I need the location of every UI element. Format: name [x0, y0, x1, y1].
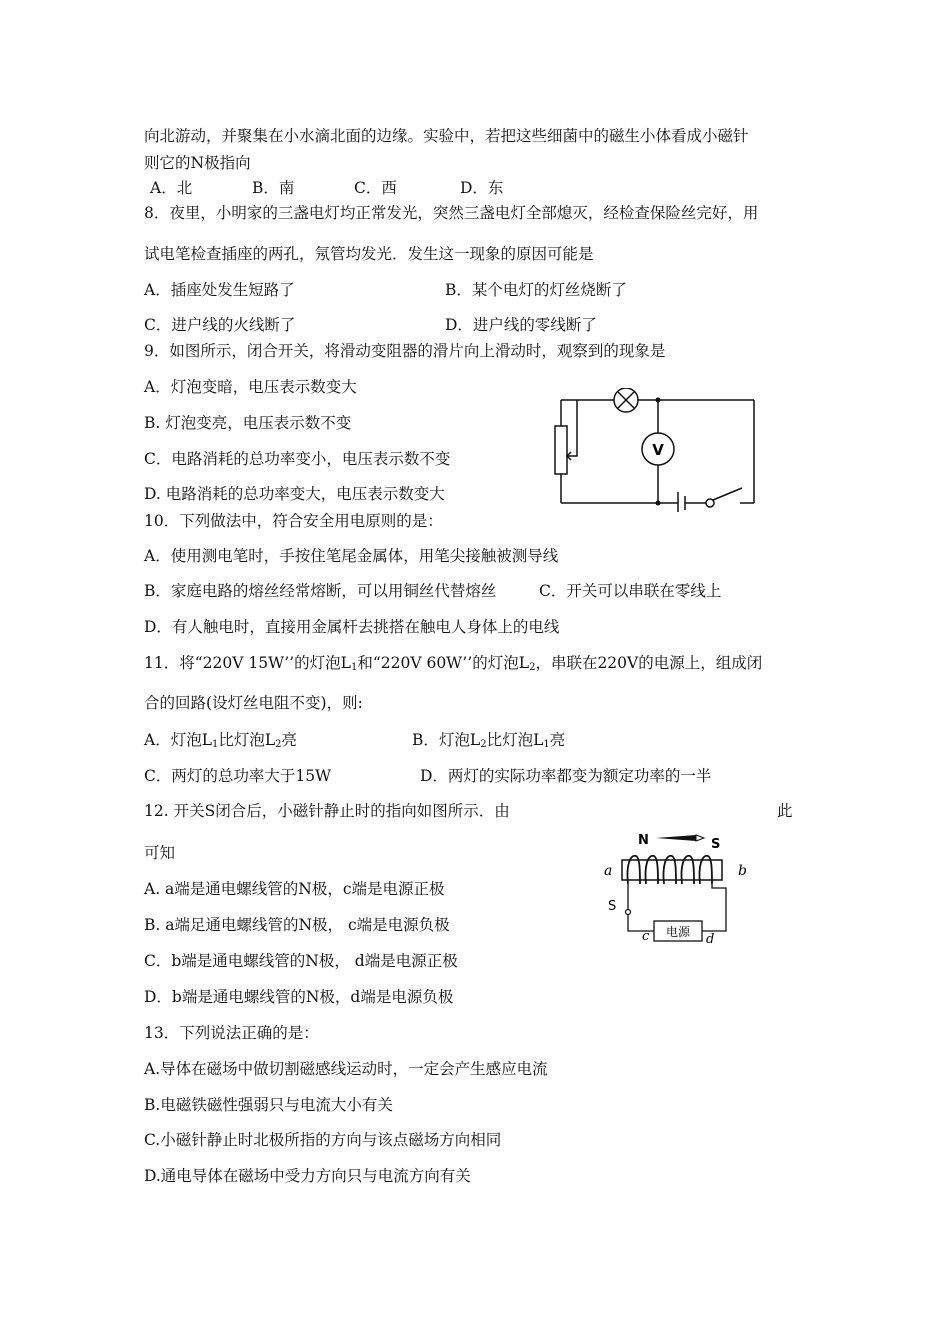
q11-option-c: C．两灯的总功率大于15W	[144, 767, 332, 785]
q13-option-d: D.通电导体在磁场中受力方向只与电流方向有关	[144, 1167, 471, 1185]
q7-option-c: C．西	[354, 179, 397, 197]
q13-option-c: C.小磁针静止时北极所指的方向与该点磁场方向相同	[144, 1131, 502, 1149]
q9-option-b: B. 灯泡变亮，电压表示数不变	[144, 414, 352, 432]
q7-line2: 则它的N极指向	[144, 154, 251, 172]
q7-option-b: B．南	[252, 179, 295, 197]
end-a-label: a	[604, 863, 613, 879]
q11-stem-line1: 11．将“220V 15W’’的灯泡$L_1$和“220V 60W’’的灯泡$L_2$，串联在220V的电源上，组成闭	[144, 654, 763, 673]
q12-solenoid-diagram	[598, 826, 766, 946]
q9-option-d: D. 电路消耗的总功率变大，电压表示数变大	[144, 485, 445, 503]
q13-option-a: A.导体在磁场中做切割磁感线运动时，一定会产生感应电流	[144, 1060, 548, 1078]
q8-option-b: B．某个电灯的灯丝烧断了	[445, 281, 627, 299]
q10-option-a: A．使用测电笔时，手按住笔尾金属体，用笔尖接触被测导线	[144, 547, 559, 565]
q11-option-b: B．灯泡$L_2$比灯泡$L_1$亮	[412, 731, 566, 750]
q8-stem-line2: 试电笔检查插座的两孔，氖管均发光．发生这一现象的原因可能是	[144, 245, 594, 263]
q13-option-b: B.电磁铁磁性强弱只与电流大小有关	[144, 1096, 393, 1114]
q8-option-c: C．进户线的火线断了	[144, 316, 296, 334]
q9-circuit-diagram	[548, 388, 762, 512]
q10-option-d: D．有人触电时，直接用金属杆去挑搭在触电人身体上的电线	[144, 618, 560, 636]
solenoid-core	[622, 860, 722, 880]
q12-stem-tail: 此	[777, 802, 793, 820]
q11-option-a: A．灯泡$L_1$比灯泡$L_2$亮	[144, 731, 298, 750]
q9-option-c: C．电路消耗的总功率变小，电压表示数不变	[144, 450, 451, 468]
q12-option-a: A. a端是通电螺线管的N极，c端是电源正极	[144, 880, 445, 898]
q10-stem: 10．下列做法中，符合安全用电原则的是：	[144, 512, 443, 530]
compass-needle-south	[696, 835, 704, 841]
q11-stem-line2: 合的回路(设灯丝电阻不变)，则:	[144, 694, 363, 712]
q12-stem-line2: 可知	[144, 844, 176, 862]
compass-s-label: S	[711, 837, 721, 852]
compass-n-label: N	[638, 833, 649, 848]
end-b-label: b	[738, 863, 747, 879]
q12-stem: 12. 开关S闭合后，小磁针静止时的指向如图所示．由	[144, 802, 510, 820]
q8-option-d: D．进户线的零线断了	[445, 316, 597, 334]
q9-option-a: A．灯泡变暗，电压表示数变大	[144, 378, 357, 396]
q7-option-d: D．东	[460, 179, 504, 197]
terminal-d-label: d	[706, 932, 715, 946]
q13-stem: 13．下列说法正确的是：	[144, 1024, 319, 1042]
q8-option-a: A．插座处发生短路了	[144, 281, 295, 299]
q10-option-c: C．开关可以串联在零线上	[539, 582, 722, 600]
q7-line1: 向北游动，并聚集在小水滴北面的边缘。实验中，若把这些细菌中的磁生小体看成小磁针	[144, 127, 749, 145]
q11-option-d: D．两灯的实际功率都变为额定功率的一半	[420, 767, 712, 785]
q12-option-c: C．b端是通电螺线管的N极， d端是电源正极	[144, 952, 458, 970]
q7-option-a: A．北	[150, 179, 193, 197]
terminal-c-label: c	[642, 929, 650, 944]
q9-stem: 9．如图所示，闭合开关，将滑动变阻器的滑片向上滑动时，观察到的现象是	[144, 342, 666, 360]
switch-s-label: S	[608, 899, 617, 914]
power-supply-label: 电源	[665, 925, 691, 939]
q12-option-b: B. a端足通电螺线管的N极， c端是电源负极	[144, 916, 450, 934]
compass-needle-north	[656, 835, 696, 841]
voltmeter-label: V	[652, 441, 664, 459]
q8-stem-line1: 8．夜里，小明家的三盏电灯均正常发光，突然三盏电灯全部熄灭，经检查保险丝完好，用	[144, 204, 759, 222]
q10-option-b: B．家庭电路的熔丝经常熔断，可以用铜丝代替熔丝	[144, 582, 497, 600]
q12-option-d: D．b端是通电螺线管的N极，d端是电源负极	[144, 988, 454, 1006]
